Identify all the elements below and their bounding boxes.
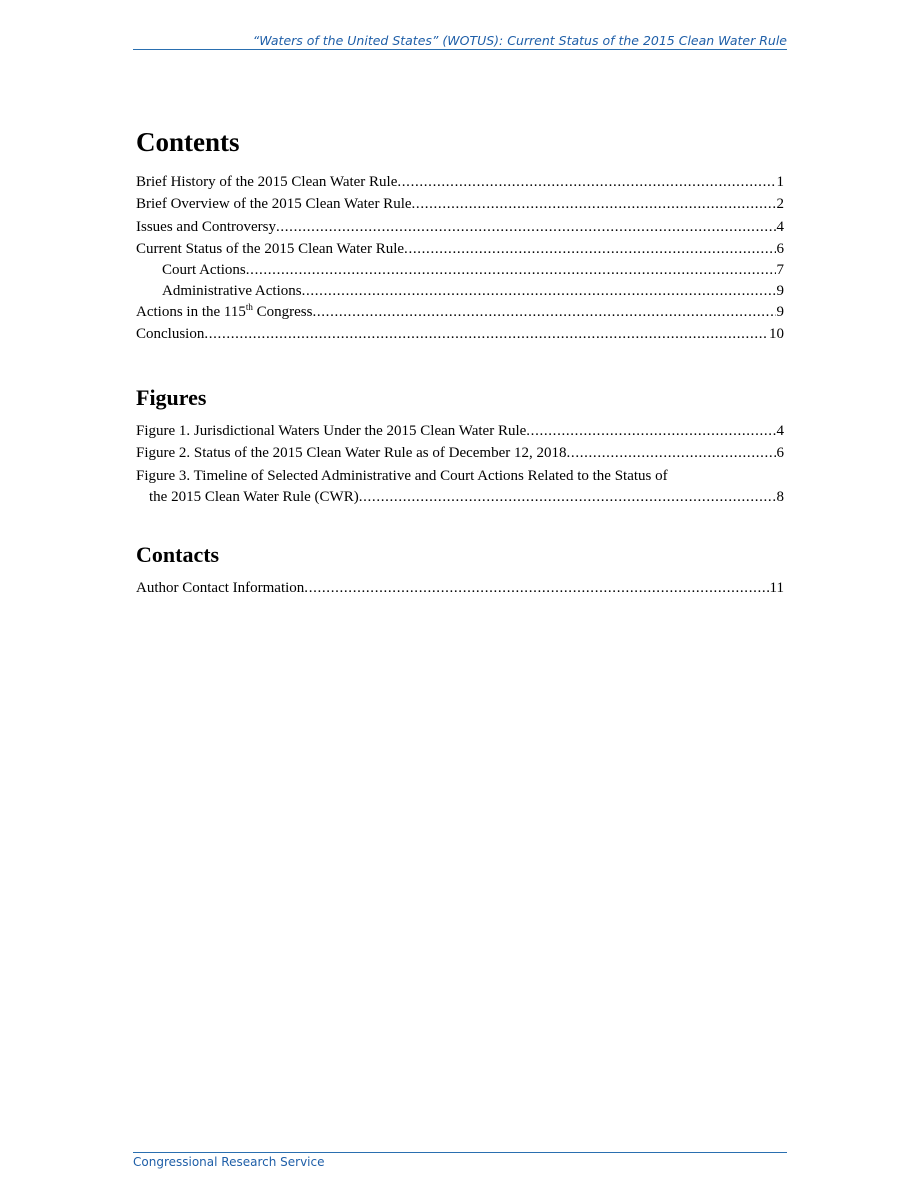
- toc-entry-author-contact[interactable]: [136, 577, 784, 599]
- contents-section: [136, 126, 784, 346]
- page-footer: [133, 1152, 787, 1169]
- toc-entry-title: Figure 2. Status of the 2015 Clean Water Rule as of December 12, 2018: [136, 445, 567, 462]
- figures-heading: Figures: [136, 385, 207, 410]
- dot-leader: [397, 171, 775, 193]
- running-header: [133, 33, 787, 50]
- toc-entry-issues[interactable]: [136, 216, 784, 238]
- running-title: “Waters of the United States” (WOTUS): Current Status of the 2015 Clean Water Rule: [252, 33, 787, 48]
- toc-entry-figure-1[interactable]: [136, 420, 784, 442]
- dot-leader: [312, 301, 775, 323]
- toc-entry-page: 11: [769, 580, 784, 596]
- toc-entry-figure-2[interactable]: [136, 442, 784, 464]
- dot-leader: [404, 238, 775, 260]
- toc-entry-page: 4: [776, 218, 784, 235]
- contents-heading: Contents: [136, 127, 240, 157]
- toc-entry-title: Conclusion: [136, 326, 205, 343]
- footer-text: Congressional Research Service: [133, 1155, 325, 1169]
- toc-entry-actions-congress[interactable]: [136, 301, 784, 323]
- toc-entry-page: 6: [776, 240, 784, 257]
- toc-entry-title: Author Contact Information: [136, 580, 305, 596]
- dot-leader: [204, 323, 768, 345]
- ordinal-suffix: th: [245, 302, 253, 313]
- dot-leader: [567, 442, 776, 464]
- toc-entry-title: Court Actions: [162, 262, 246, 279]
- toc-entry-title: Issues and Controversy: [136, 218, 276, 235]
- dot-leader: [359, 487, 776, 507]
- toc-entry-page: 8: [776, 488, 784, 505]
- toc-entry-title-line2-row: [136, 487, 784, 507]
- toc-entry-page: 9: [776, 304, 784, 321]
- toc-entry-court-actions[interactable]: [136, 260, 784, 281]
- dot-leader: [526, 420, 775, 442]
- toc-entry-conclusion[interactable]: [136, 323, 784, 345]
- toc-entry-title: Administrative Actions: [162, 282, 302, 299]
- toc-entry-title-line2: the 2015 Clean Water Rule (CWR): [149, 488, 359, 505]
- toc-entry-page: 2: [776, 196, 784, 213]
- toc-entry-page: 10: [769, 326, 784, 343]
- toc-entry-figure-3[interactable]: [136, 465, 784, 507]
- contacts-section: [136, 541, 784, 599]
- toc-entry-page: 7: [776, 262, 784, 279]
- toc-entry-title-prefix: Actions in the 115: [136, 304, 246, 321]
- toc-entry-page: 4: [776, 423, 784, 439]
- toc-entry-title: Current Status of the 2015 Clean Water Rule: [136, 240, 405, 257]
- toc-entry-title-suffix: Congress: [252, 304, 313, 321]
- toc-entry-title: Figure 1. Jurisdictional Waters Under the 2015 Clean Water Rule: [136, 423, 527, 439]
- toc-entry-title: [136, 301, 312, 323]
- toc-entry-brief-overview[interactable]: [136, 193, 784, 215]
- contacts-heading: Contacts: [136, 542, 220, 567]
- toc-entry-page: 9: [776, 282, 784, 299]
- toc-entry-title: Brief History of the 2015 Clean Water Rule: [136, 174, 398, 190]
- toc-entry-current-status[interactable]: [136, 238, 784, 260]
- dot-leader: [276, 216, 776, 238]
- dot-leader: [412, 193, 776, 215]
- toc-entry-title: Brief Overview of the 2015 Clean Water Rule: [136, 196, 412, 213]
- dot-leader: [302, 281, 776, 302]
- toc-entry-title-line1: Figure 3. Timeline of Selected Administrative and Court Actions Related to the Status of: [136, 467, 668, 484]
- toc-entry-page: 6: [776, 445, 784, 462]
- dot-leader: [304, 577, 768, 599]
- toc-entry-administrative-actions[interactable]: [136, 281, 784, 302]
- toc-entry-brief-history[interactable]: [136, 171, 784, 193]
- figures-section: [136, 384, 784, 507]
- toc-entry-page: 1: [776, 174, 784, 190]
- dot-leader: [246, 260, 776, 281]
